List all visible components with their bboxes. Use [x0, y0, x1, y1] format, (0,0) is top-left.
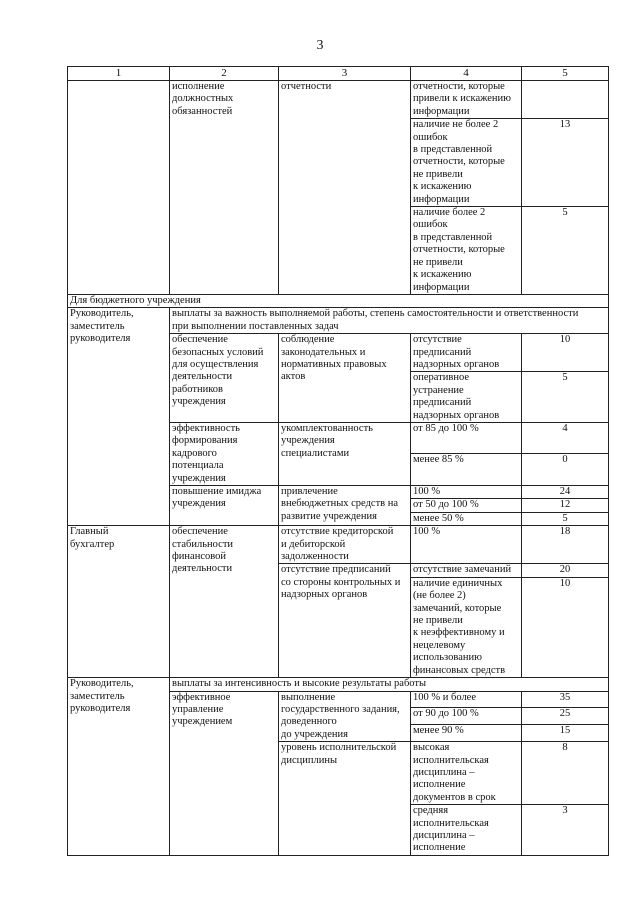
criterion-cell: привлечение внебюджетных средств на развитие учреждения [279, 486, 411, 526]
criteria-table [67, 66, 609, 856]
condition-cell: наличие более 2 ошибок в представленной отчетности, которые не привели к искажению информации [411, 207, 522, 295]
points-cell: 8 [522, 742, 609, 805]
condition-cell: отчетности, которые привели к искажению информации [411, 81, 522, 119]
condition-cell: высокая исполнительская дисциплина – исполнение документов в срок [411, 742, 522, 805]
column-header: 4 [411, 67, 522, 81]
criterion-cell: отсутствие кредиторской и дебиторской задолженности [279, 526, 411, 564]
points-cell: 3 [522, 805, 609, 856]
indicator-cell: эффективное управление учреждением [170, 691, 279, 855]
condition-cell: наличие не более 2 ошибок в представленной отчетности, которые не привели к искажению информации [411, 119, 522, 207]
criterion-cell: уровень исполнительской дисциплины [279, 742, 411, 856]
points-cell: 12 [522, 499, 609, 512]
table-row [68, 308, 609, 334]
points-cell: 10 [522, 334, 609, 372]
points-cell: 35 [522, 691, 609, 708]
indicator-cell: обеспечение стабильности финансовой деятельности [170, 526, 279, 678]
points-cell: 10 [522, 577, 609, 677]
table-row [68, 81, 609, 119]
payment-section-heading: выплаты за интенсивность и высокие результаты работы [170, 678, 609, 691]
points-cell: 0 [522, 454, 609, 486]
payment-section-heading: выплаты за важность выполняемой работы, степень самостоятельности и ответственности при выполнении поставленных задач [170, 308, 609, 334]
criterion-cell: отчетности [279, 81, 411, 295]
table-row [68, 294, 609, 307]
condition-cell: 100 % и более [411, 691, 522, 708]
points-cell: 15 [522, 725, 609, 742]
points-cell: 18 [522, 526, 609, 564]
condition-cell: 100 % [411, 526, 522, 564]
points-cell: 5 [522, 512, 609, 525]
position-cell: Руководитель, заместитель руководителя [68, 308, 170, 526]
column-header: 2 [170, 67, 279, 81]
criterion-cell: выполнение государственного задания, доведенного до учреждения [279, 691, 411, 742]
indicator-cell: эффективность формирования кадрового потенциала учреждения [170, 422, 279, 485]
position-cell: Руководитель, заместитель руководителя [68, 678, 170, 856]
position-cell [68, 81, 170, 295]
indicator-cell: повышение имиджа учреждения [170, 486, 279, 526]
condition-cell: оперативное устранение предписаний надзорных органов [411, 372, 522, 423]
condition-cell: от 85 до 100 % [411, 422, 522, 454]
points-cell: 4 [522, 422, 609, 454]
page-number: 3 [316, 38, 324, 53]
points-cell: 24 [522, 486, 609, 499]
header-row [68, 67, 609, 81]
condition-cell: наличие единичных (не более 2) замечаний, которые не привели к неэффективному и нецелевому использованию финансовых средств [411, 577, 522, 677]
points-cell: 5 [522, 372, 609, 423]
condition-cell: от 90 до 100 % [411, 708, 522, 725]
points-cell: 5 [522, 207, 609, 295]
condition-cell: менее 50 % [411, 512, 522, 525]
points-cell: 25 [522, 708, 609, 725]
column-header: 1 [68, 67, 170, 81]
indicator-cell: обеспечение безопасных условий для осуществления деятельности работников учреждения [170, 334, 279, 423]
points-cell: 13 [522, 119, 609, 207]
condition-cell: отсутствие замечаний [411, 564, 522, 577]
criterion-cell: соблюдение законодательных и нормативных правовых актов [279, 334, 411, 423]
position-cell: Главный бухгалтер [68, 526, 170, 678]
criterion-cell: укомплектованность учреждения специалистами [279, 422, 411, 485]
condition-cell: менее 90 % [411, 725, 522, 742]
column-header: 3 [279, 67, 411, 81]
condition-cell: отсутствие предписаний надзорных органов [411, 334, 522, 372]
indicator-cell: исполнение должностных обязанностей [170, 81, 279, 295]
condition-cell: средняя исполнительская дисциплина – исполнение [411, 805, 522, 856]
table-row [68, 678, 609, 691]
table-row [68, 526, 609, 564]
condition-cell: 100 % [411, 486, 522, 499]
points-cell: 20 [522, 564, 609, 577]
column-header: 5 [522, 67, 609, 81]
condition-cell: менее 85 % [411, 454, 522, 486]
points-cell [522, 81, 609, 119]
condition-cell: от 50 до 100 % [411, 499, 522, 512]
criterion-cell: отсутствие предписаний со стороны контрольных и надзорных органов [279, 564, 411, 678]
institution-type-heading: Для бюджетного учреждения [68, 294, 609, 307]
